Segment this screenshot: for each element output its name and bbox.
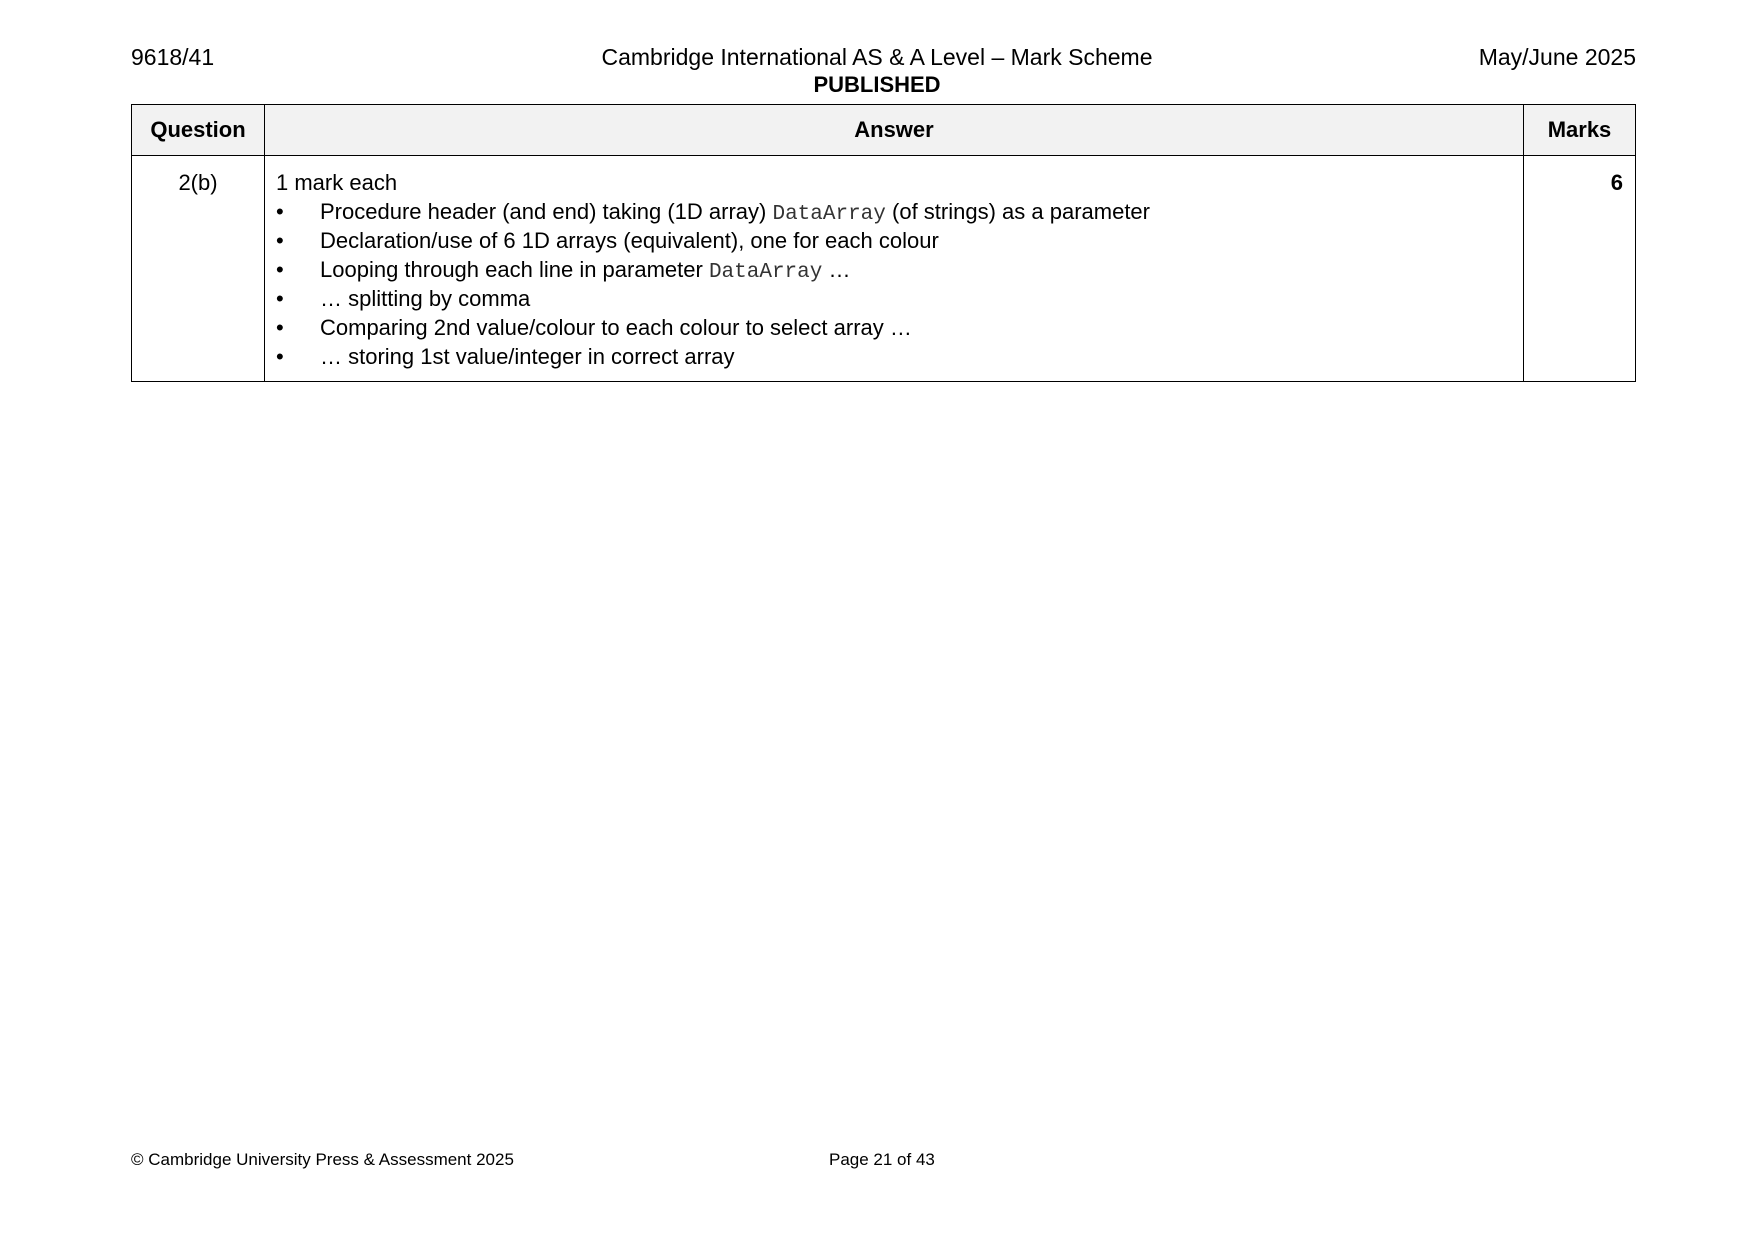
answer-point [276, 284, 1513, 313]
marks-column-header: Marks [1524, 105, 1636, 156]
page-number: Page 21 of 43 [829, 1150, 935, 1169]
bullet-icon: • [276, 315, 284, 340]
answer-point-text-after: … [822, 257, 851, 282]
document-title-line1: Cambridge International AS & A Level – Mark Scheme [601, 44, 1153, 70]
answer-point [276, 313, 1513, 342]
answer-point-text: … splitting by comma [320, 286, 531, 311]
answer-point-text: Procedure header (and end) taking (1D array) [320, 199, 773, 224]
answer-point-code: DataArray [772, 203, 886, 226]
bullet-icon: • [276, 257, 284, 282]
answer-point-text-after: (of strings) as a parameter [885, 199, 1150, 224]
bullet-icon: • [276, 228, 284, 253]
marks-value: 6 [1524, 156, 1636, 382]
table-row [132, 156, 1636, 382]
answer-points-list [276, 197, 1513, 371]
table-header-row [132, 105, 1636, 156]
answer-cell [265, 156, 1524, 382]
bullet-icon: • [276, 344, 284, 369]
answer-intro: 1 mark each [276, 170, 398, 195]
answer-point [276, 226, 1513, 255]
answer-point-text: … storing 1st value/integer in correct array [320, 344, 735, 369]
answer-point-text: Comparing 2nd value/colour to each colour to select array … [320, 315, 912, 340]
question-column-header: Question [132, 105, 265, 156]
answer-point-code: DataArray [708, 261, 823, 284]
bullet-icon: • [276, 286, 284, 311]
published-label: PUBLISHED [813, 72, 941, 97]
answer-point [276, 197, 1513, 226]
mark-scheme-table [131, 104, 1636, 382]
paper-code: 9618/41 [131, 44, 215, 70]
answer-point-text: Looping through each line in parameter [320, 257, 709, 282]
exam-session: May/June 2025 [1478, 44, 1636, 70]
copyright-notice: © Cambridge University Press & Assessment 2025 [131, 1150, 514, 1169]
bullet-icon: • [276, 199, 284, 224]
question-number: 2(b) [132, 156, 265, 382]
answer-point-text: Declaration/use of 6 1D arrays (equivalent), one for each colour [320, 228, 939, 253]
answer-point [276, 342, 1513, 371]
answer-point [276, 255, 1513, 284]
answer-column-header: Answer [265, 105, 1524, 156]
